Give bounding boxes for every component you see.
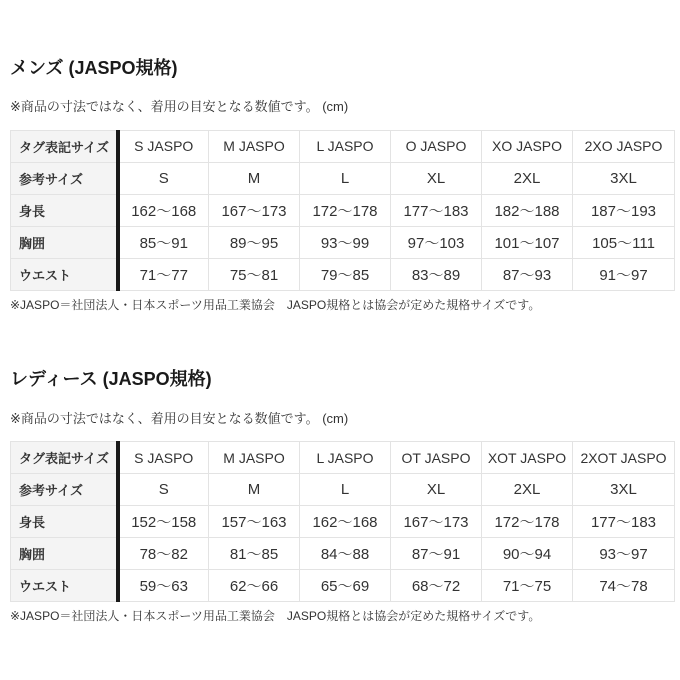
row-header-reference-size: 参考サイズ: [11, 474, 118, 506]
table-cell: 177～183: [573, 506, 675, 538]
table-cell: 84～88: [300, 538, 391, 570]
table-cell: 79～85: [300, 258, 391, 290]
table-cell: 85～91: [118, 226, 209, 258]
table-cell: XL: [391, 162, 482, 194]
row-header-reference-size: 参考サイズ: [11, 162, 118, 194]
table-cell: 91～97: [573, 258, 675, 290]
table-row-chest: [11, 538, 675, 570]
mens-section: [10, 57, 674, 312]
table-row-height: [11, 194, 675, 226]
ladies-measurement-note: ※商品の寸法ではなく、着用の目安となる数値です。 (cm): [10, 410, 349, 426]
mens-size-table: [10, 130, 675, 291]
ladies-jaspo-footnote: ※JASPO＝社団法人・日本スポーツ用品工業協会 JASPO規格とは協会が定めた規格サイズです。: [10, 609, 541, 624]
column-header-cell: OT JASPO: [391, 442, 482, 474]
row-header-tag-size: タグ表記サイズ: [11, 130, 118, 162]
table-cell: 3XL: [573, 474, 675, 506]
table-cell: 83～89: [391, 258, 482, 290]
table-cell: 87～91: [391, 538, 482, 570]
table-cell: 3XL: [573, 162, 675, 194]
table-cell: 78～82: [118, 538, 209, 570]
table-row-chest: [11, 226, 675, 258]
table-cell: 162～168: [118, 194, 209, 226]
column-header-cell: S JASPO: [118, 130, 209, 162]
table-cell: 68～72: [391, 570, 482, 602]
table-cell: S: [118, 474, 209, 506]
table-cell: 75～81: [209, 258, 300, 290]
table-cell: 71～77: [118, 258, 209, 290]
column-header-cell: O JASPO: [391, 130, 482, 162]
table-cell: 177～183: [391, 194, 482, 226]
row-header-height: 身長: [11, 506, 118, 538]
table-cell: 65～69: [300, 570, 391, 602]
table-cell: 105～111: [573, 226, 675, 258]
table-cell: 74～78: [573, 570, 675, 602]
table-row-reference-size: [11, 474, 675, 506]
table-cell: 101～107: [482, 226, 573, 258]
ladies-section: [10, 368, 674, 623]
table-cell: 59～63: [118, 570, 209, 602]
table-cell: S: [118, 162, 209, 194]
table-cell: 93～99: [300, 226, 391, 258]
table-cell: 167～173: [209, 194, 300, 226]
column-header-cell: 2XO JASPO: [573, 130, 675, 162]
row-header-waist: ウエスト: [11, 570, 118, 602]
column-header-cell: S JASPO: [118, 442, 209, 474]
ladies-size-table: [10, 441, 675, 602]
table-cell: 81～85: [209, 538, 300, 570]
table-row-tag-size: [11, 442, 675, 474]
table-cell: 187～193: [573, 194, 675, 226]
table-cell: M: [209, 162, 300, 194]
column-header-cell: L JASPO: [300, 442, 391, 474]
table-cell: L: [300, 162, 391, 194]
table-cell: 93～97: [573, 538, 675, 570]
column-header-cell: L JASPO: [300, 130, 391, 162]
table-cell: 182～188: [482, 194, 573, 226]
table-cell: 71～75: [482, 570, 573, 602]
table-cell: 90～94: [482, 538, 573, 570]
table-row-waist: [11, 258, 675, 290]
row-header-tag-size: タグ表記サイズ: [11, 442, 118, 474]
row-header-height: 身長: [11, 194, 118, 226]
table-cell: 2XL: [482, 162, 573, 194]
column-header-cell: XOT JASPO: [482, 442, 573, 474]
row-header-chest: 胸囲: [11, 226, 118, 258]
ladies-section-title: レディース (JASPO規格): [10, 369, 212, 390]
table-cell: 162～168: [300, 506, 391, 538]
table-cell: 152～158: [118, 506, 209, 538]
mens-measurement-note: ※商品の寸法ではなく、着用の目安となる数値です。 (cm): [10, 99, 349, 115]
table-row-waist: [11, 570, 675, 602]
row-header-chest: 胸囲: [11, 538, 118, 570]
table-cell: XL: [391, 474, 482, 506]
table-cell: 89～95: [209, 226, 300, 258]
table-cell: M: [209, 474, 300, 506]
table-cell: 157～163: [209, 506, 300, 538]
row-header-waist: ウエスト: [11, 258, 118, 290]
column-header-cell: 2XOT JASPO: [573, 442, 675, 474]
table-row-tag-size: [11, 130, 675, 162]
table-cell: 2XL: [482, 474, 573, 506]
table-cell: 172～178: [482, 506, 573, 538]
column-header-cell: M JASPO: [209, 442, 300, 474]
table-cell: 62～66: [209, 570, 300, 602]
table-cell: 172～178: [300, 194, 391, 226]
table-row-height: [11, 506, 675, 538]
mens-section-title: メンズ (JASPO規格): [10, 58, 178, 78]
column-header-cell: XO JASPO: [482, 130, 573, 162]
mens-jaspo-footnote: ※JASPO＝社団法人・日本スポーツ用品工業協会 JASPO規格とは協会が定めた規格サイズです。: [10, 297, 541, 312]
column-header-cell: M JASPO: [209, 130, 300, 162]
table-row-reference-size: [11, 162, 675, 194]
table-cell: 97～103: [391, 226, 482, 258]
table-cell: 87～93: [482, 258, 573, 290]
table-cell: L: [300, 474, 391, 506]
table-cell: 167～173: [391, 506, 482, 538]
